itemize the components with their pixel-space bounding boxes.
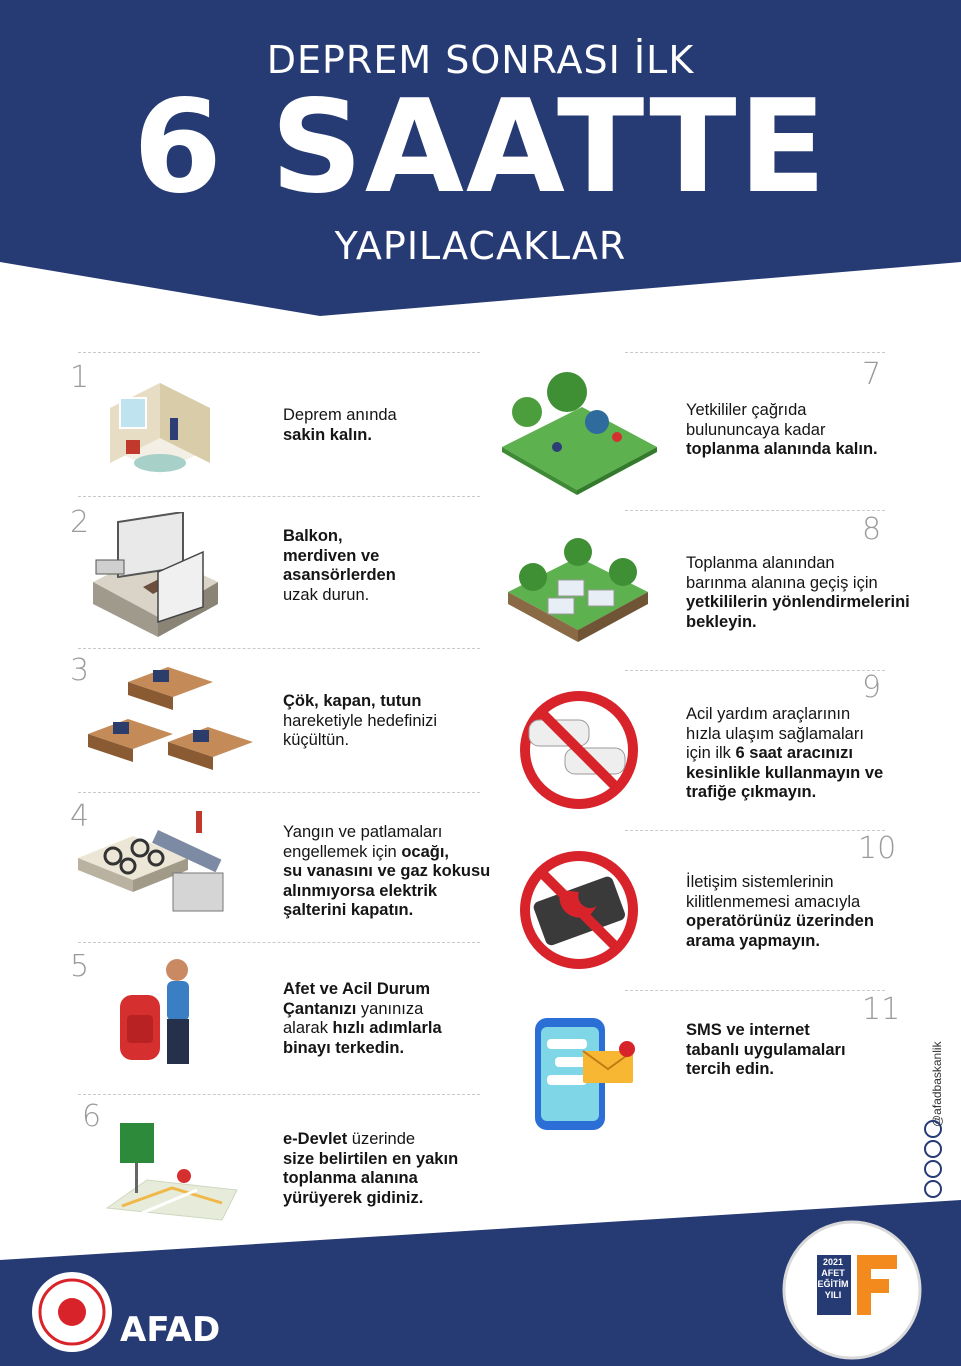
no-phone-call-icon bbox=[519, 850, 639, 970]
divider bbox=[78, 1094, 480, 1095]
header-subtitle: DEPREM SONRASI İLK bbox=[266, 38, 695, 82]
step-number: 10 bbox=[858, 831, 897, 866]
step-number: 7 bbox=[862, 357, 882, 392]
divider bbox=[78, 352, 480, 353]
step-6-text: e-Devlet üzerinde size belirtilen en yakın toplanma alanına yürüyerek gidiniz. bbox=[283, 1130, 459, 1207]
step-9-text: Acil yardım araçlarının hızla ulaşım sağlamaları için ilk 6 saat aracınızı kesinlikle kullanmayın ve trafiğe çıkmayın. bbox=[686, 705, 884, 801]
step-number: 5 bbox=[70, 949, 90, 984]
header-tagline: YAPILACAKLAR bbox=[334, 224, 627, 268]
park-gathering-icon bbox=[497, 362, 662, 497]
step-11-text: SMS ve internet tabanlı uygulamaları tercih edin. bbox=[686, 1021, 846, 1078]
step-4-text: Yangın ve patlamaları engellemek için ocağı, su vanasını ve gaz kokusu alınmıyorsa elektrik şalterini kapatın. bbox=[283, 823, 491, 919]
gas-stove-valve-icon bbox=[78, 808, 238, 923]
divider bbox=[625, 510, 885, 511]
step-number: 4 bbox=[70, 799, 90, 834]
social-handle: @afadbaskanlik bbox=[930, 1041, 944, 1127]
afet-egitim-yili-badge bbox=[777, 1215, 927, 1365]
sms-phone-icon bbox=[527, 1013, 642, 1135]
building-stairs-icon bbox=[88, 512, 223, 642]
divider bbox=[625, 830, 885, 831]
facebook-icon[interactable] bbox=[924, 1160, 942, 1178]
afad-logo: AFAD bbox=[120, 1310, 221, 1350]
step-number: 6 bbox=[82, 1099, 102, 1134]
divider bbox=[78, 942, 480, 943]
divider bbox=[625, 352, 885, 353]
divider bbox=[78, 792, 480, 793]
step-10-text: İletişim sistemlerinin kilitlenmemesi amacıyla operatörünüz üzerinden arama yapmayın. bbox=[686, 873, 874, 950]
divider bbox=[625, 990, 885, 991]
step-number: 9 bbox=[862, 670, 882, 705]
step-3-text: Çök, kapan, tutun hareketiyle hedefinizi küçültün. bbox=[283, 692, 438, 749]
desk-duck-cover-icon bbox=[88, 662, 258, 777]
room-icon bbox=[100, 368, 215, 483]
government-seal-icon bbox=[30, 1270, 115, 1355]
step-number: 11 bbox=[862, 992, 901, 1027]
no-cars-icon bbox=[519, 690, 639, 810]
divider bbox=[78, 648, 480, 649]
emergency-bag-icon bbox=[115, 955, 205, 1070]
instagram-icon[interactable] bbox=[924, 1140, 942, 1158]
step-number: 8 bbox=[862, 512, 882, 547]
step-5-text: Afet ve Acil Durum Çantanızı yanınıza alarak hızlı adımlarla binayı terkedin. bbox=[283, 980, 442, 1057]
twitter-icon[interactable] bbox=[924, 1120, 942, 1138]
tent-camp-icon bbox=[503, 532, 653, 647]
step-7-text: Yetkililer çağrıda bulununcaya kadar toplanma alanında kalın. bbox=[686, 401, 878, 458]
step-number: 2 bbox=[70, 505, 90, 540]
badge-text: 2021 AFET EĞİTİM YILI bbox=[817, 1257, 849, 1300]
page-title: 6 SAATTE bbox=[133, 73, 828, 222]
step-number: 3 bbox=[70, 653, 90, 688]
step-number: 1 bbox=[70, 360, 90, 395]
step-8-text: Toplanma alanından barınma alanına geçiş için yetkililerin yönlendirmelerini bekleyin. bbox=[686, 554, 910, 631]
step-2-text: Balkon, merdiven ve asansörlerden uzak durun. bbox=[283, 527, 396, 604]
divider bbox=[625, 670, 885, 671]
divider bbox=[78, 496, 480, 497]
step-1-text: Deprem anında sakin kalın. bbox=[283, 406, 397, 444]
